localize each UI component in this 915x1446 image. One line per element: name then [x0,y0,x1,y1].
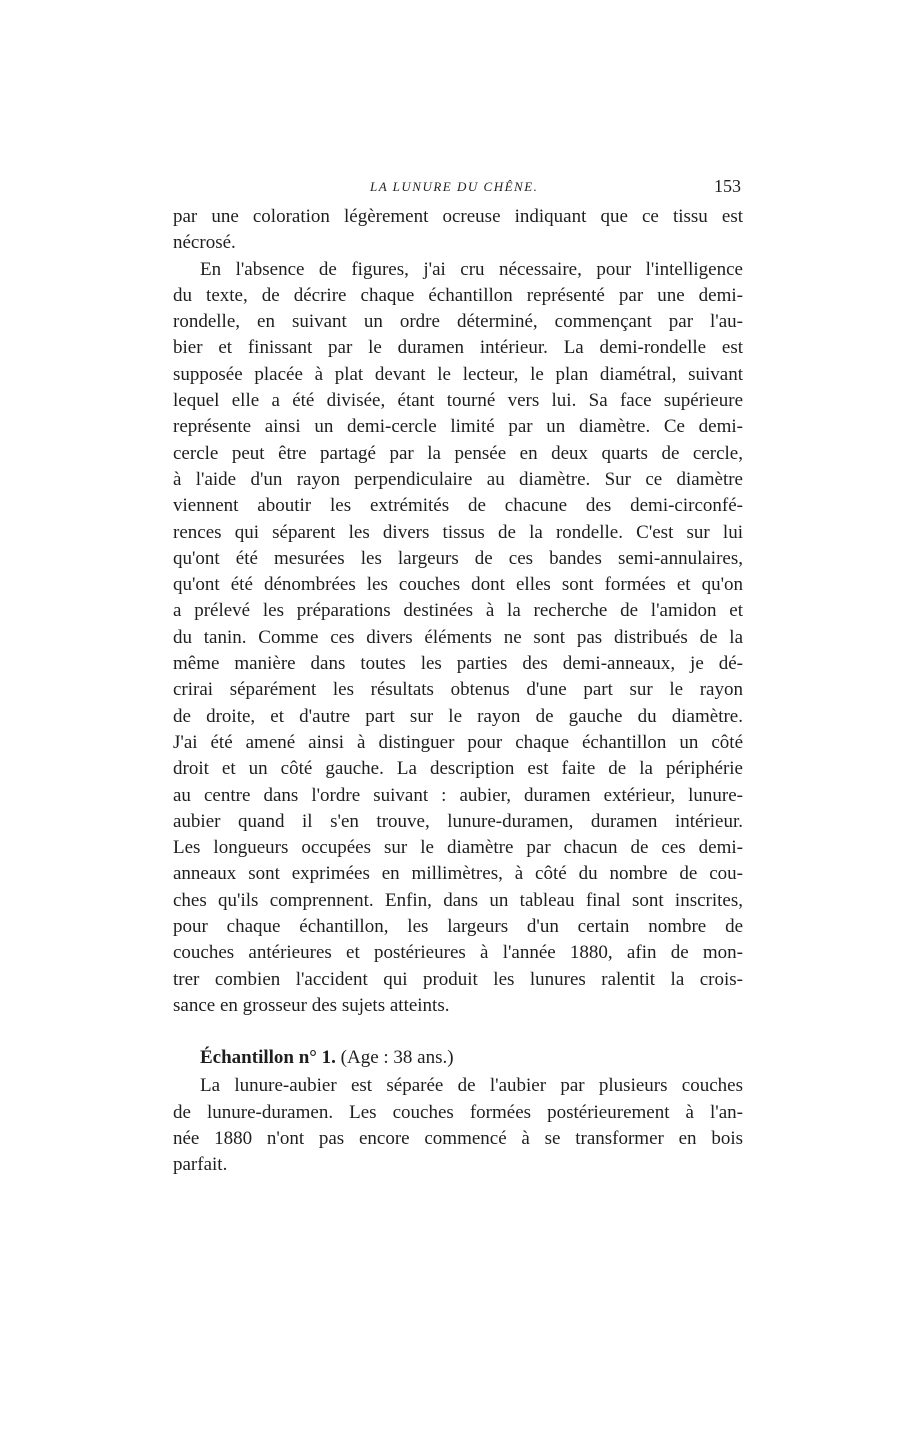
text-line: viennent aboutir les extrémités de chacune des demi-circonfé- [173,495,743,517]
page-number: 153 [714,176,741,196]
text-line: rondelle, en suivant un ordre déterminé, commençant par l'au- [173,311,743,333]
text-line: de lunure-duramen. Les couches formées postérieurement à l'an- [173,1101,743,1123]
text-line: même manière dans toutes les parties des demi-anneaux, je dé- [173,653,743,675]
text-line: bier et finissant par le duramen intérieur. La demi-rondelle est [173,337,743,359]
text-line: nécrosé. [173,232,236,254]
text-line: représente ainsi un demi-cercle limité par un diamètre. Ce demi- [173,416,743,438]
text-line: qu'ont été dénombrées les couches dont elles sont formées et qu'on [173,574,743,596]
text-line: droit et un côté gauche. La description est faite de la périphérie [173,758,743,780]
text-line: cercle peut être partagé par la pensée en deux quarts de cercle, [173,442,743,464]
text-line: sance en grosseur des sujets atteints. [173,994,450,1016]
text-line: rences qui séparent les divers tissus de la rondelle. C'est sur lui [173,521,743,543]
text-line: La lunure-aubier est séparée de l'aubier par plusieurs couches [200,1075,743,1097]
text-line: de droite, et d'autre part sur le rayon de gauche du diamètre. [173,705,743,727]
text-line: J'ai été amené ainsi à distinguer pour chaque échantillon un côté [173,731,743,753]
text-line: à l'aide d'un rayon perpendiculaire au diamètre. Sur ce diamètre [173,468,743,490]
text-line: crirai séparément les résultats obtenus d'une part sur le rayon [173,679,743,701]
text-line: trer combien l'accident qui produit les lunures ralentit la crois- [173,968,743,990]
paragraph-2 [173,257,743,1020]
section-spacer [173,1019,743,1043]
text-line: anneaux sont exprimées en millimètres, à côté du nombre de cou- [173,863,743,885]
section-meta: (Age : 38 ans.) [340,1047,454,1069]
text-line: au centre dans l'ordre suivant : aubier, duramen extérieur, lunure- [173,784,743,806]
text-line: du tanin. Comme ces divers éléments ne sont pas distribués de la [173,626,743,648]
text-line: supposée placée à plat devant le lecteur, le plan diamétral, suivant [173,363,743,385]
section-heading [173,1043,743,1073]
paragraph-1 [173,204,743,257]
text-line: du texte, de décrire chaque échantillon représenté par une demi- [173,284,743,306]
paragraph-3 [173,1073,743,1178]
section-label: Échantillon n° 1. [200,1047,336,1069]
text-line: En l'absence de figures, j'ai cru nécessaire, pour l'intelligence [200,258,743,280]
text-line: a prélevé les préparations destinées à la recherche de l'amidon et [173,600,743,622]
text-line: ches qu'ils comprennent. Enfin, dans un tableau final sont inscrites, [173,889,743,911]
text-line: aubier quand il s'en trouve, lunure-duramen, duramen intérieur. [173,810,743,832]
text-line: née 1880 n'ont pas encore commencé à se transformer en bois [173,1127,743,1149]
text-line: qu'ont été mesurées les largeurs de ces bandes semi-annulaires, [173,547,743,569]
text-line: lequel elle a été divisée, étant tourné vers lui. Sa face supérieure [173,390,743,412]
text-line: Les longueurs occupées sur le diamètre par chacun de ces demi- [173,837,743,859]
body-text [173,204,743,1178]
text-line: pour chaque échantillon, les largeurs d'un certain nombre de [173,916,743,938]
running-title: LA LUNURE DU CHÊNE. [370,179,539,194]
text-line: couches antérieures et postérieures à l'année 1880, afin de mon- [173,942,743,964]
running-head [173,176,741,198]
text-line: parfait. [173,1154,228,1176]
text-line: par une coloration légèrement ocreuse indiquant que ce tissu est [173,206,743,227]
